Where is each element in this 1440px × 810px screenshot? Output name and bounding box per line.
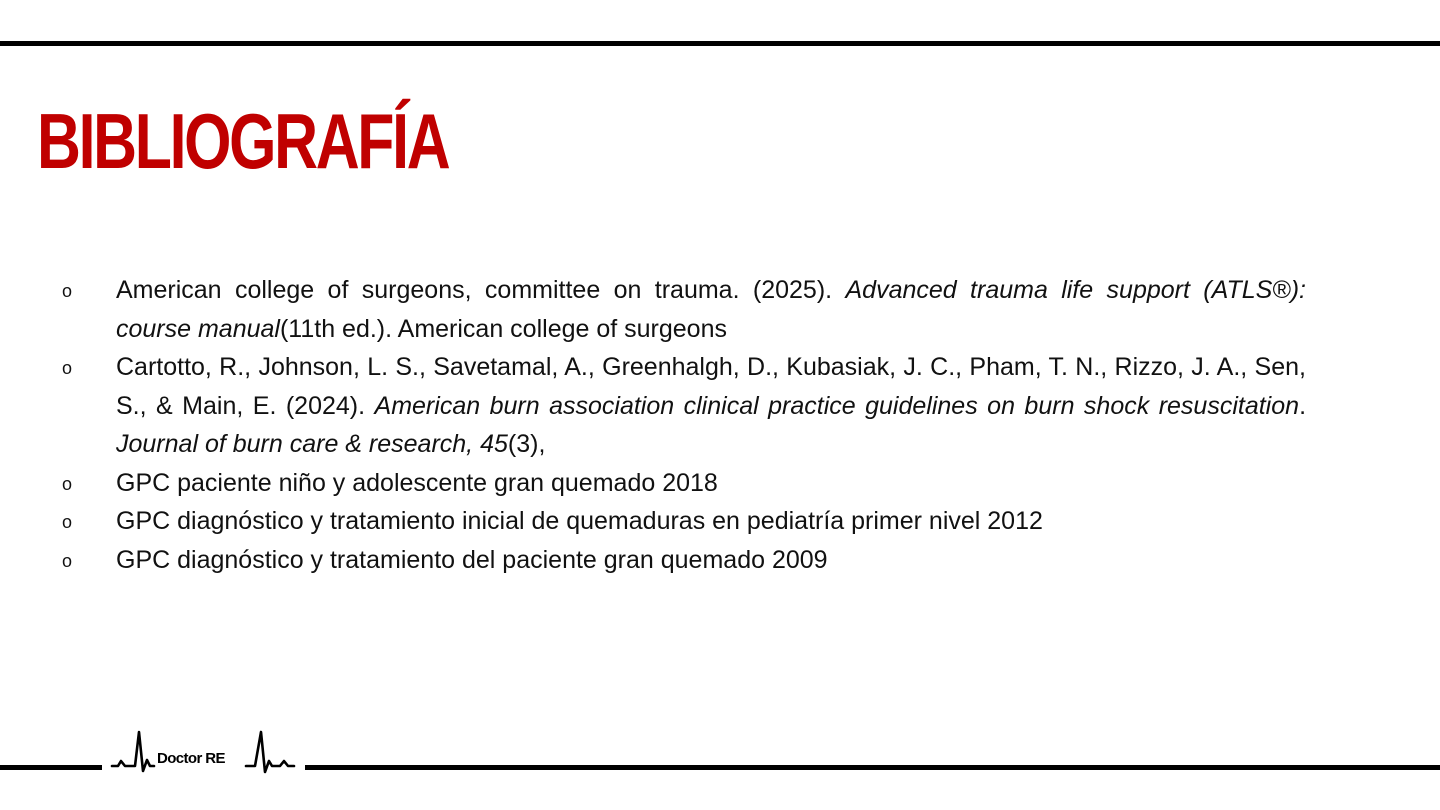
reference-text: American college of surgeons, committee on trauma. (2025). [116,276,846,304]
reference-text: (11th ed.). American college of surgeons [279,314,727,343]
footer-divider-left [0,765,102,770]
reference-list [60,271,1306,579]
reference-text: . [1299,391,1307,420]
reference-item [60,502,1306,541]
reference-item [60,464,1306,503]
reference-title-italic: American burn association clinical practice guidelines on burn shock resuscitation [374,391,1300,420]
bullet-icon: o [62,512,73,532]
page-title: BIBLIOGRAFÍA [37,97,449,185]
reference-item [60,348,1306,464]
logo-text: Doctor RE [157,750,225,767]
bullet-icon: o [62,281,73,301]
reference-text: GPC paciente niño y adolescente gran quemado 2018 [116,468,718,497]
reference-item [60,541,1306,580]
reference-item [60,271,1306,348]
bullet-icon: o [62,358,73,378]
bullet-icon: o [62,550,73,571]
top-divider [0,41,1440,46]
doctor-re-logo [110,730,296,776]
reference-text: GPC diagnóstico y tratamiento del paciente gran quemado 2009 [116,545,828,574]
reference-text: Cartotto, R., Johnson, L. S., Savetamal, A., Greenhalgh, D., Kubasiak, J. C., Pham, T. N., Rizzo, J. A., Sen, S., & Main, E. (2024). [116,353,1306,420]
reference-title-italic: Journal of burn care & research, 45 [116,430,508,458]
bullet-icon: o [62,473,73,494]
reference-title-italic: Advanced trauma life support (ATLS®): course manual [116,276,1306,343]
reference-text: GPC diagnóstico y tratamiento inicial de quemaduras en pediatría primer nivel 2012 [116,507,1043,535]
reference-text: (3), [507,430,546,458]
footer-divider-right [305,765,1440,770]
